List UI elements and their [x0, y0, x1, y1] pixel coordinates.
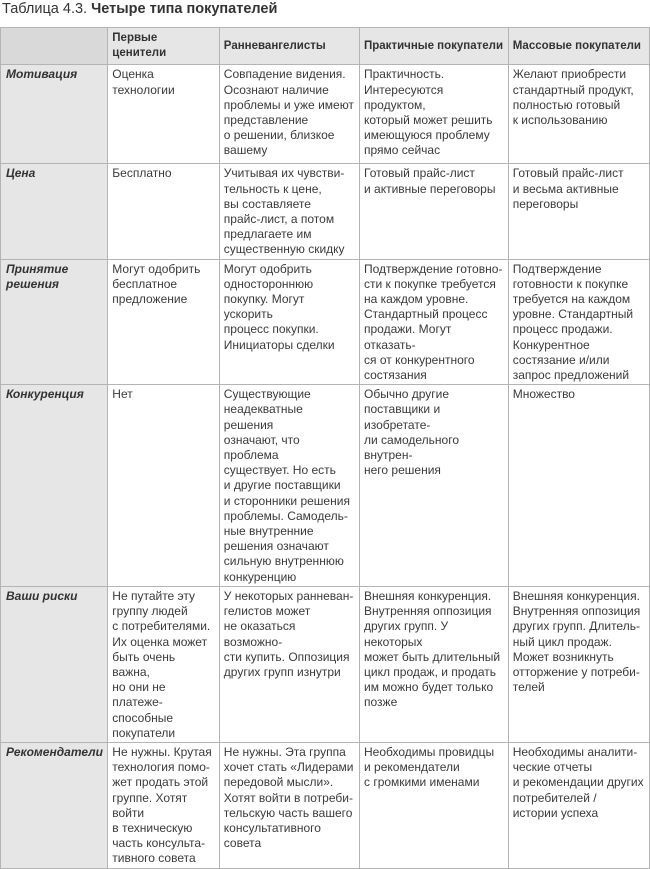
table-cell: Существующие неадекватные решения означают, что проблема существует. Но есть и другие поставщики и сторонники решения проблемы. Самодель- ные внутренние решения означают сильную внутреннюю конкуренцию: [219, 385, 359, 587]
row-label: Ваши риски: [1, 586, 108, 742]
table-row-decision: [1, 259, 650, 385]
table-cell: Подтверждение готовности к покупке требуется на каждом уровне. Стандартный процесс продажи. Конкурентное состязание и/или запрос предложений: [508, 259, 649, 385]
table-number: Таблица 4.3.: [2, 1, 88, 17]
table-caption: [2, 0, 277, 20]
table-row-competition: [1, 385, 650, 587]
table-row-price: [1, 164, 650, 259]
row-label: Цена: [1, 164, 108, 259]
table-cell: Нет: [108, 385, 220, 587]
table-cell: Могут одобрить одностороннюю покупку. Могут ускорить процесс покупки. Инициаторы сделки: [219, 259, 359, 385]
table-cell: Внешняя конкуренция. Внутренняя оппозиция других групп. У некоторых может быть длительный цикл продаж, и продать им можно будет только позже: [360, 586, 509, 742]
table-cell: Бесплатно: [108, 164, 220, 259]
table-row-motivation: [1, 65, 650, 164]
table-cell: Внешняя конкуренция. Внутренняя оппозиция других групп. Длитель- ный цикл продаж. Может возникнуть отторжение у потреби- телей: [508, 586, 649, 742]
table-cell: У некоторых ранневан- гелистов может не оказаться возможно- сти купить. Оппозиция других групп изнутри: [219, 586, 359, 742]
table-cell: Не нужны. Крутая технология помо- жет продать этой группе. Хотят войти в техническую часть консульта- тивного совета: [108, 742, 220, 868]
table-title: Четыре типа покупателей: [91, 1, 278, 17]
table-cell: Желают приобрести стандартный продукт, полностью готовый к использованию: [508, 65, 649, 164]
row-label: Мотивация: [1, 65, 108, 164]
buyer-types-table: [0, 27, 650, 869]
table-cell: Готовый прайс-лист и весьма активные переговоры: [508, 164, 649, 259]
table-cell: Не путайте эту группу людей с потребителями. Их оценка может быть очень важна, но они не платеже- способные покупатели: [108, 586, 220, 742]
table-row-risks: [1, 586, 650, 742]
table-cell: Подтверждение готовно- сти к покупке требуется на каждом уровне. Стандартный процесс продажи. Могут отказать- ся от конкурентного состязания: [360, 259, 509, 385]
table-cell: Учитывая их чувстви- тельность к цене, вы составляете прайс-лист, а потом предлагаете им существенную скидку: [219, 164, 359, 259]
table-row-references: [1, 742, 650, 868]
column-header-early-adopters: Первые ценители: [108, 28, 220, 65]
table-cell: Необходимы аналити- ческие отчеты и рекомендации других потребителей / истории успеха: [508, 742, 649, 868]
column-header-mainstream: Массовые покупатели: [508, 28, 649, 65]
table-header-row: [1, 28, 650, 65]
row-label: Рекомендатели: [1, 742, 108, 868]
table-cell: Совпадение видения. Осознают наличие проблемы и уже имеют представление о решении, близкое вашему: [219, 65, 359, 164]
table-cell: Обычно другие поставщики и изобретате- ли самодельного внутрен- него решения: [360, 385, 509, 587]
table-cell: Не нужны. Эта группа хочет стать «Лидерами передовой мысли». Хотят войти в потреби- тельскую часть вашего консультативного совета: [219, 742, 359, 868]
table-cell: Готовый прайс-лист и активные переговоры: [360, 164, 509, 259]
header-corner-cell: [1, 28, 108, 65]
table-cell: Необходимы провидцы и рекомендатели с громкими именами: [360, 742, 509, 868]
column-header-pragmatists: Практичные покупатели: [360, 28, 509, 65]
table-cell: Могут одобрить бесплатное предложение: [108, 259, 220, 385]
row-label: Принятие решения: [1, 259, 108, 385]
row-label: Конкуренция: [1, 385, 108, 587]
table-cell: Практичность. Интересуются продуктом, который может решить имеющуюся проблему прямо сейчас: [360, 65, 509, 164]
column-header-earlyvangelists: Ранневангелисты: [219, 28, 359, 65]
table-cell: Множество: [508, 385, 649, 587]
table-cell: Оценка технологии: [108, 65, 220, 164]
